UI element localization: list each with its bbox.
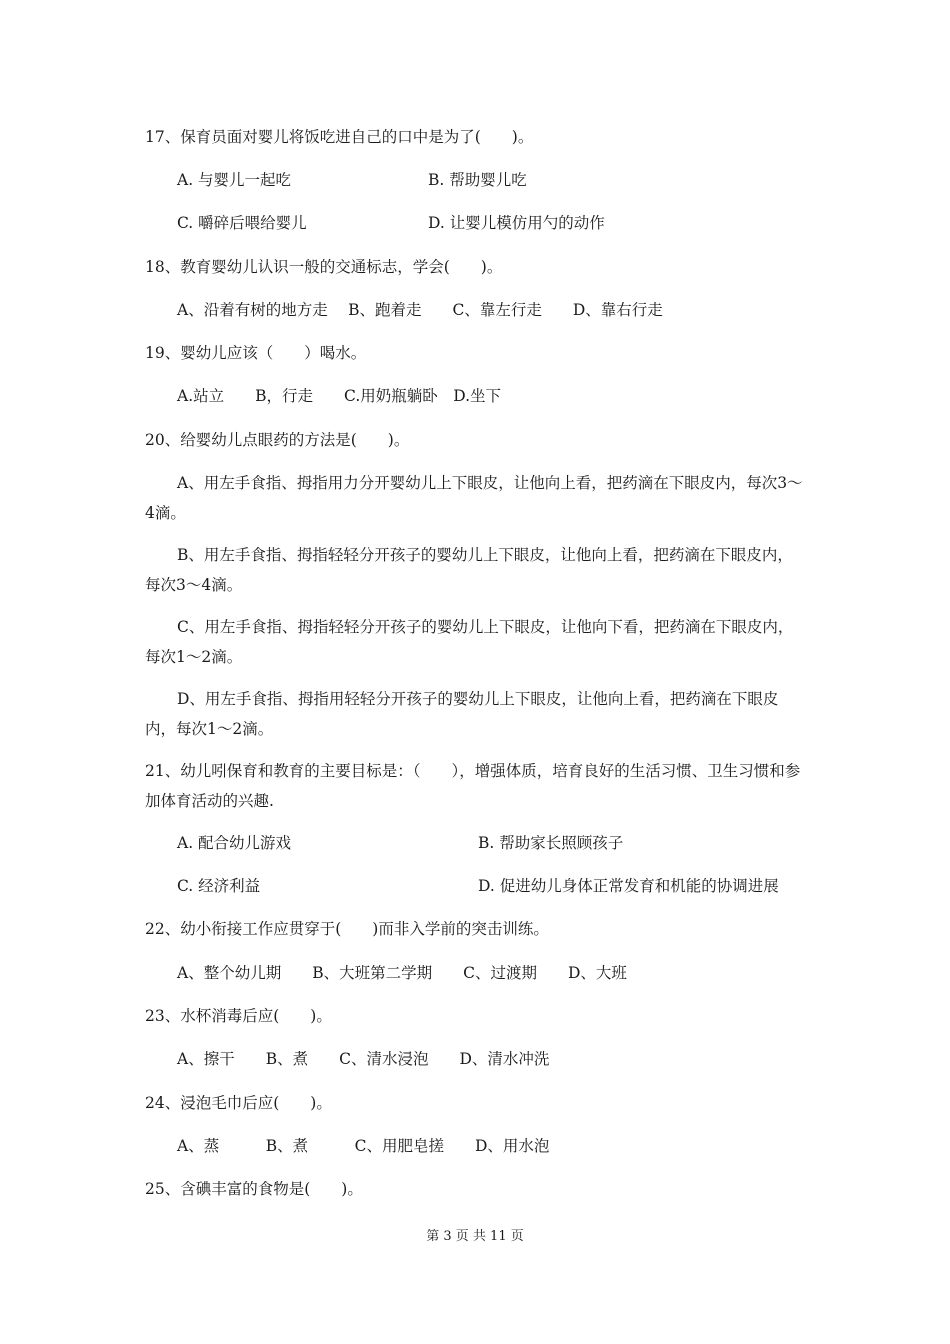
question-20-stem: 20、给婴幼儿点眼药的方法是( )。 [145, 431, 410, 449]
question-19-stem: 19、婴幼儿应该（ ）喝水。 [145, 344, 367, 362]
question-21-option-a: A. 配合幼儿游戏 [177, 834, 292, 852]
question-23-stem: 23、水杯消毒后应( )。 [145, 1007, 332, 1025]
question-19-options: A.站立 B，行走 C.用奶瓶躺卧 D.坐下 [177, 387, 502, 405]
question-22-options: A、整个幼儿期 B、大班第二学期 C、过渡期 D、大班 [177, 964, 627, 982]
question-21-option-b: B. 帮助家长照顾孩子 [478, 834, 624, 852]
question-18-options: A、沿着有树的地方走 B、跑着走 C、靠左行走 D、靠右行走 [177, 301, 663, 319]
question-20-option-a: A、用左手食指、拇指用力分开婴幼儿上下眼皮，让他向上看，把药滴在下眼皮内，每次3～4滴。 [145, 474, 803, 522]
question-25-stem: 25、含碘丰富的食物是( )。 [145, 1180, 363, 1198]
question-17-stem: 17、保育员面对婴儿将饭吃进自己的口中是为了( )。 [145, 128, 534, 146]
question-17-option-b: B. 帮助婴儿吃 [428, 171, 527, 189]
question-20-option-b: B、用左手食指、拇指轻轻分开孩子的婴幼儿上下眼皮，让他向上看，把药滴在下眼皮内，每次3～4滴。 [145, 546, 793, 594]
question-18-stem: 18、教育婴幼儿认识一般的交通标志，学会( )。 [145, 258, 503, 276]
question-21-option-d: D. 促进幼儿身体正常发育和机能的协调进展 [478, 877, 779, 895]
question-24-options: A、蒸 B、煮 C、用肥皂搓 D、用水泡 [177, 1137, 550, 1155]
question-23-options: A、擦干 B、煮 C、清水浸泡 D、清水冲洗 [177, 1050, 550, 1068]
question-22-stem: 22、幼小衔接工作应贯穿于( )而非入学前的突击训练。 [145, 920, 549, 938]
page-number-footer: 第 3 页 共 11 页 [426, 1229, 524, 1244]
question-24-stem: 24、浸泡毛巾后应( )。 [145, 1094, 332, 1112]
question-17-option-c: C. 嚼碎后喂给婴儿 [177, 214, 307, 232]
question-17-option-d: D. 让婴儿模仿用勺的动作 [428, 214, 605, 232]
question-21-stem: 21、幼儿吲保育和教育的主要目标是：（ ），增强体质，培育良好的生活习惯、卫生习惯和参加体育活动的兴趣. [145, 762, 801, 810]
question-17-option-a: A. 与婴儿一起吃 [177, 171, 292, 189]
question-20-option-d: D、用左手食指、拇指用轻轻分开孩子的婴幼儿上下眼皮，让他向上看，把药滴在下眼皮内，每次1～2滴。 [145, 690, 779, 738]
question-20-option-c: C、用左手食指、拇指轻轻分开孩子的婴幼儿上下眼皮，让他向下看，把药滴在下眼皮内，每次1～2滴。 [145, 618, 794, 666]
question-21-option-c: C. 经济利益 [177, 877, 261, 895]
